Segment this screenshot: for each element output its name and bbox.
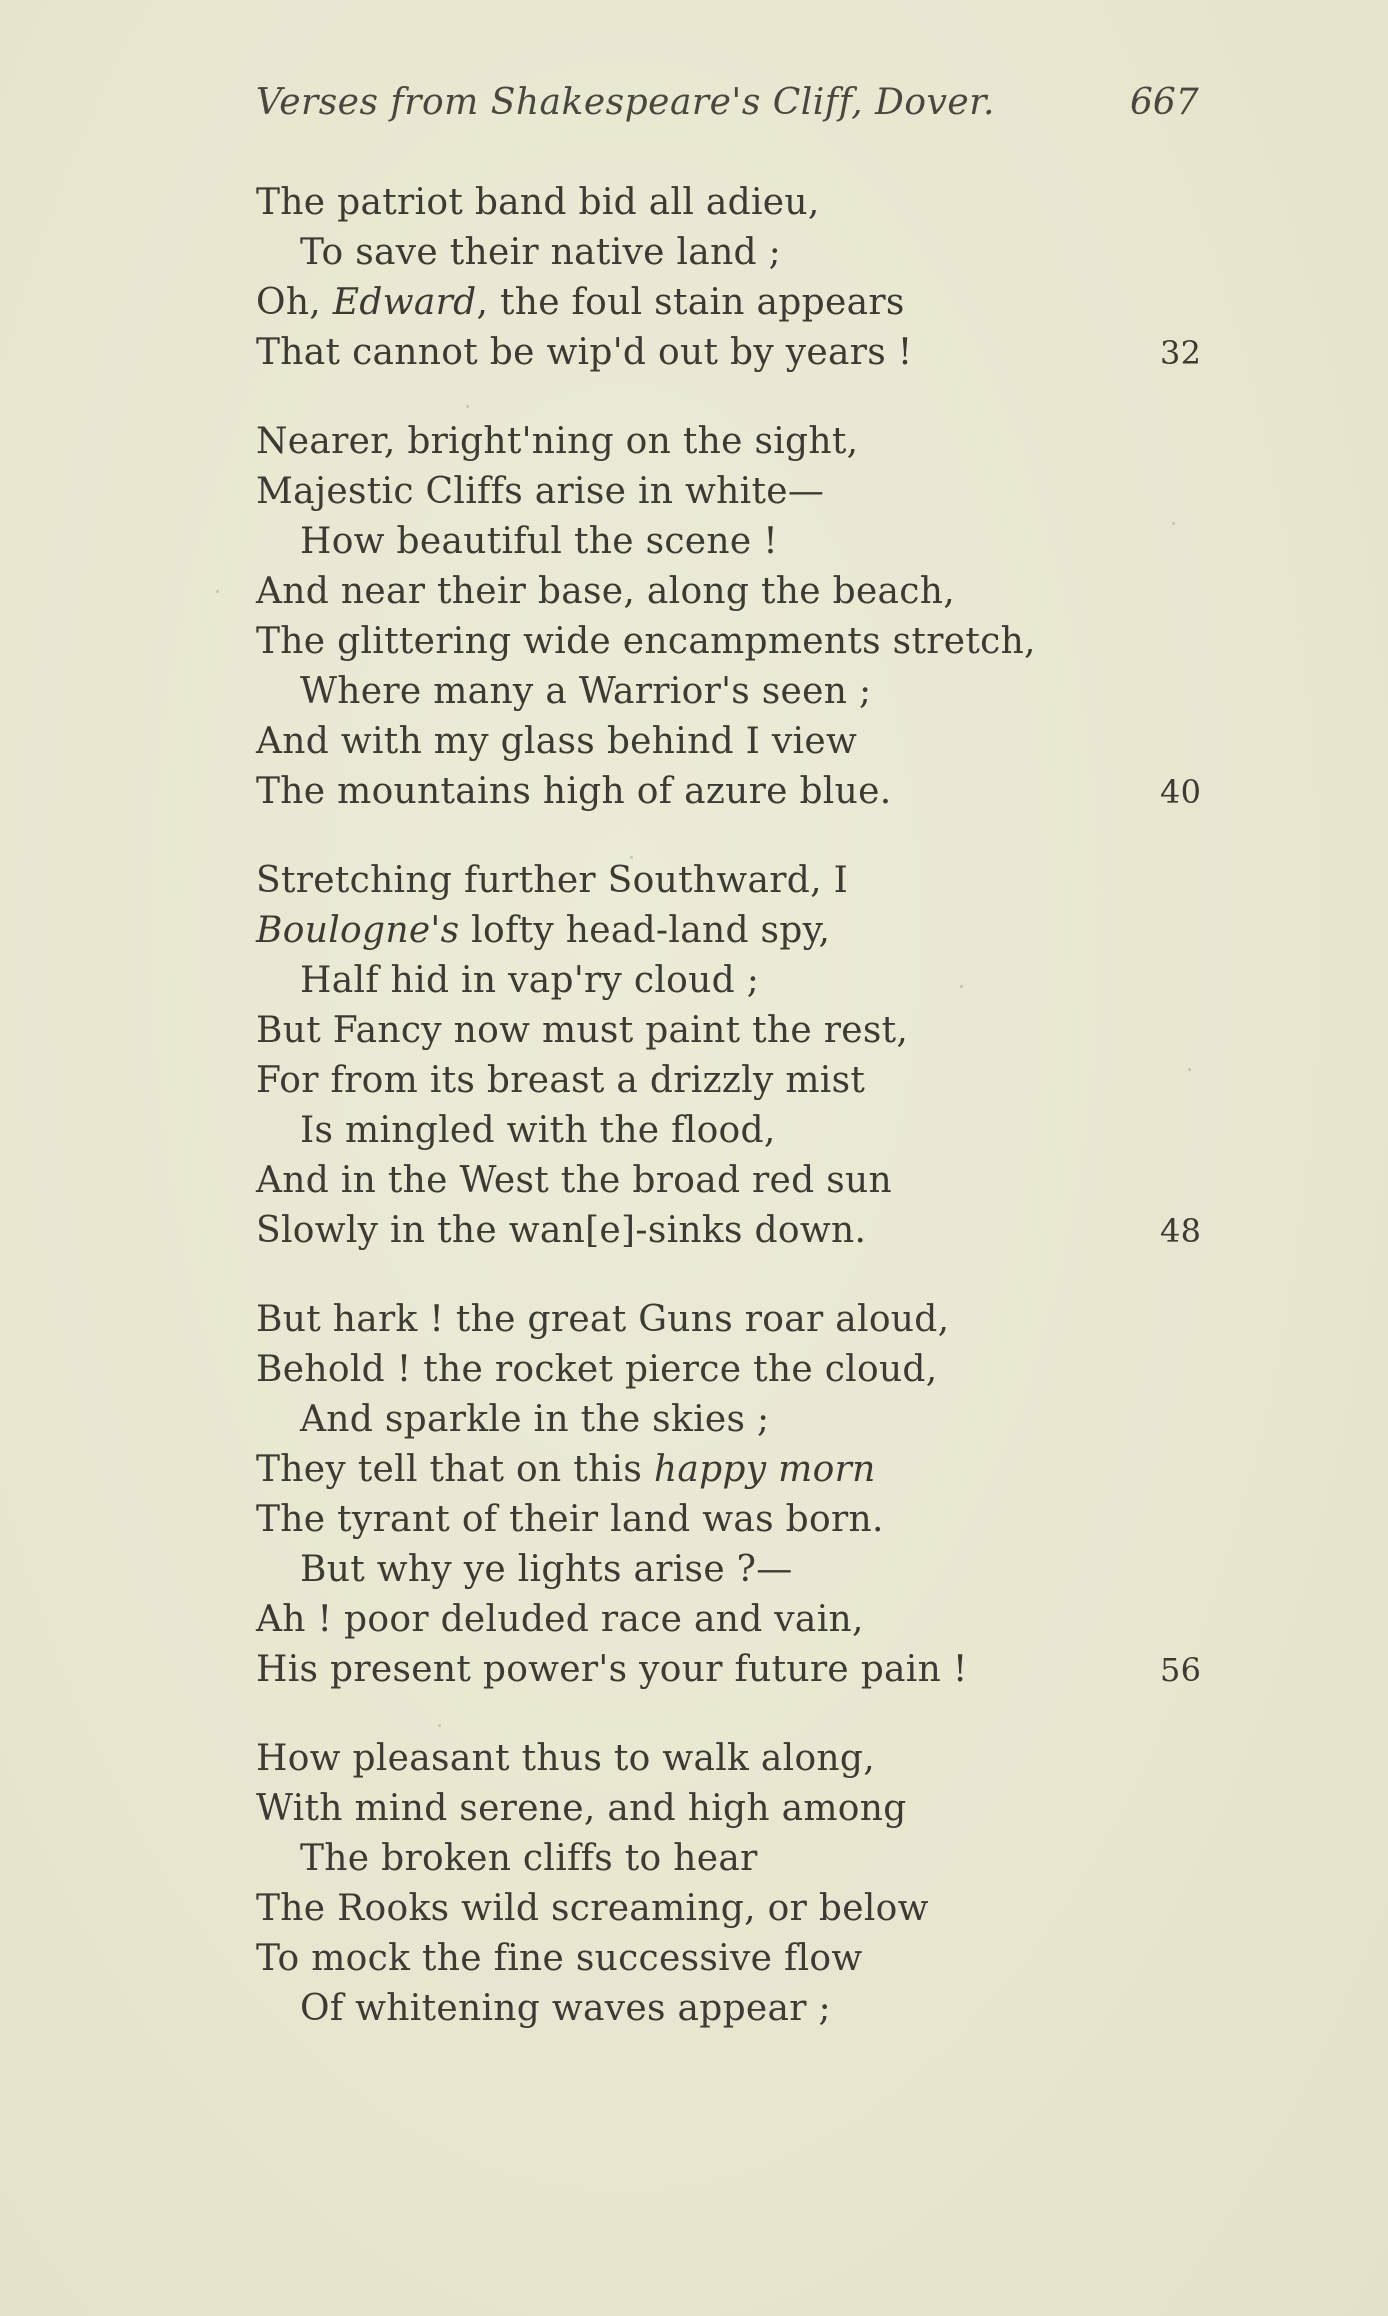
- verse-line: [256, 1784, 1256, 1834]
- verse-text: They tell that on this: [256, 1449, 654, 1490]
- verse-text: The Rooks wild screaming, or below: [256, 1888, 929, 1929]
- verse-line: [256, 767, 1256, 817]
- paper-speck: [1188, 1068, 1191, 1071]
- paper-speck: [1172, 522, 1175, 525]
- paper-speck: [960, 985, 963, 988]
- verse-line: [256, 278, 1256, 328]
- verse-text: Behold ! the rocket pierce the cloud,: [256, 1349, 938, 1390]
- verse-line: [256, 328, 1256, 378]
- verse-text: Where many a Warrior's seen ;: [300, 671, 872, 712]
- verse-text: The broken cliffs to hear: [300, 1838, 758, 1879]
- verse-line: [256, 1345, 1256, 1395]
- verse-line: [256, 1156, 1256, 1206]
- verse-line: [256, 617, 1256, 667]
- verse-line: [256, 1295, 1256, 1345]
- running-title: Verses from Shakespeare's Cliff, Dover.: [256, 82, 995, 123]
- verse-text: With mind serene, and high among: [256, 1788, 907, 1829]
- stanza: [256, 1734, 1256, 2034]
- verse-text: The patriot band bid all adieu,: [256, 182, 820, 223]
- verse-text: Oh,: [256, 282, 333, 323]
- verse-italic-text: happy morn: [653, 1449, 876, 1490]
- verse-text: And near their base, along the beach,: [256, 571, 956, 612]
- running-head: [0, 82, 1388, 142]
- verse-text: Of whitening waves appear ;: [300, 1988, 831, 2029]
- paper-speck: [630, 856, 633, 859]
- verse-line: [256, 1645, 1256, 1695]
- stanza: [256, 178, 1256, 378]
- verse-line: [256, 178, 1256, 228]
- verse-text: How beautiful the scene !: [300, 521, 779, 562]
- verse-text: And with my glass behind I view: [256, 721, 858, 762]
- stanza: [256, 417, 1256, 817]
- verse-line: [256, 228, 1256, 278]
- verse-line: [256, 517, 1256, 567]
- line-number: 56: [1160, 1651, 1202, 1689]
- verse-line: [256, 1495, 1256, 1545]
- paper-speck: [216, 590, 219, 593]
- verse-line: [256, 1595, 1256, 1645]
- verse-text: But Fancy now must paint the rest,: [256, 1010, 909, 1051]
- poem-body: [256, 178, 1256, 2073]
- stanza: [256, 1295, 1256, 1695]
- verse-text: Is mingled with the flood,: [300, 1110, 776, 1151]
- verse-text: The glittering wide encampments stretch,: [256, 621, 1036, 662]
- verse-text: The tyrant of their land was born.: [256, 1499, 884, 1540]
- paper-speck: [466, 405, 469, 408]
- verse-line: [256, 417, 1256, 467]
- verse-line: [256, 1106, 1256, 1156]
- verse-text: Nearer, bright'ning on the sight,: [256, 421, 859, 462]
- verse-line: [256, 1006, 1256, 1056]
- page-number: 667: [1130, 82, 1199, 123]
- verse-line: [256, 1934, 1256, 1984]
- verse-text: That cannot be wip'd out by years !: [256, 332, 913, 373]
- verse-line: [256, 567, 1256, 617]
- verse-line: [256, 467, 1256, 517]
- verse-text: Half hid in vap'ry cloud ;: [300, 960, 760, 1001]
- verse-text: But hark ! the great Guns roar aloud,: [256, 1299, 950, 1340]
- verse-text: For from its breast a drizzly mist: [256, 1060, 866, 1101]
- verse-italic-text: Edward: [332, 282, 477, 323]
- verse-text: His present power's your future pain !: [256, 1649, 968, 1690]
- verse-text: And sparkle in the skies ;: [300, 1399, 770, 1440]
- verse-text: How pleasant thus to walk along,: [256, 1738, 875, 1779]
- verse-line: [256, 667, 1256, 717]
- line-number: 40: [1160, 773, 1202, 811]
- verse-text: Stretching further Southward, I: [256, 860, 849, 901]
- verse-text: , the foul stain appears: [476, 282, 905, 323]
- verse-line: [256, 1734, 1256, 1784]
- verse-text: Ah ! poor deluded race and vain,: [256, 1599, 864, 1640]
- verse-line: [256, 1834, 1256, 1884]
- verse-line: [256, 1206, 1256, 1256]
- stanza: [256, 856, 1256, 1256]
- verse-line: [256, 906, 1256, 956]
- line-number: 32: [1160, 334, 1202, 372]
- line-number: 48: [1160, 1212, 1202, 1250]
- paper-speck: [438, 1724, 441, 1727]
- verse-text: But why ye lights arise ?—: [300, 1549, 793, 1590]
- verse-text: To mock the fine successive flow: [256, 1938, 863, 1979]
- verse-text: Majestic Cliffs arise in white—: [256, 471, 825, 512]
- verse-line: [256, 1545, 1256, 1595]
- verse-line: [256, 1884, 1256, 1934]
- verse-text: The mountains high of azure blue.: [256, 771, 892, 812]
- verse-line: [256, 717, 1256, 767]
- verse-text: To save their native land ;: [300, 232, 782, 273]
- verse-text: lofty head-land spy,: [459, 910, 831, 951]
- verse-line: [256, 1445, 1256, 1495]
- verse-line: [256, 856, 1256, 906]
- verse-line: [256, 1395, 1256, 1445]
- verse-line: [256, 1984, 1256, 2034]
- verse-text: And in the West the broad red sun: [256, 1160, 892, 1201]
- verse-italic-text: Boulogne's: [256, 910, 460, 951]
- verse-line: [256, 1056, 1256, 1106]
- verse-text: Slowly in the wan[e]-sinks down.: [256, 1210, 867, 1251]
- verse-line: [256, 956, 1256, 1006]
